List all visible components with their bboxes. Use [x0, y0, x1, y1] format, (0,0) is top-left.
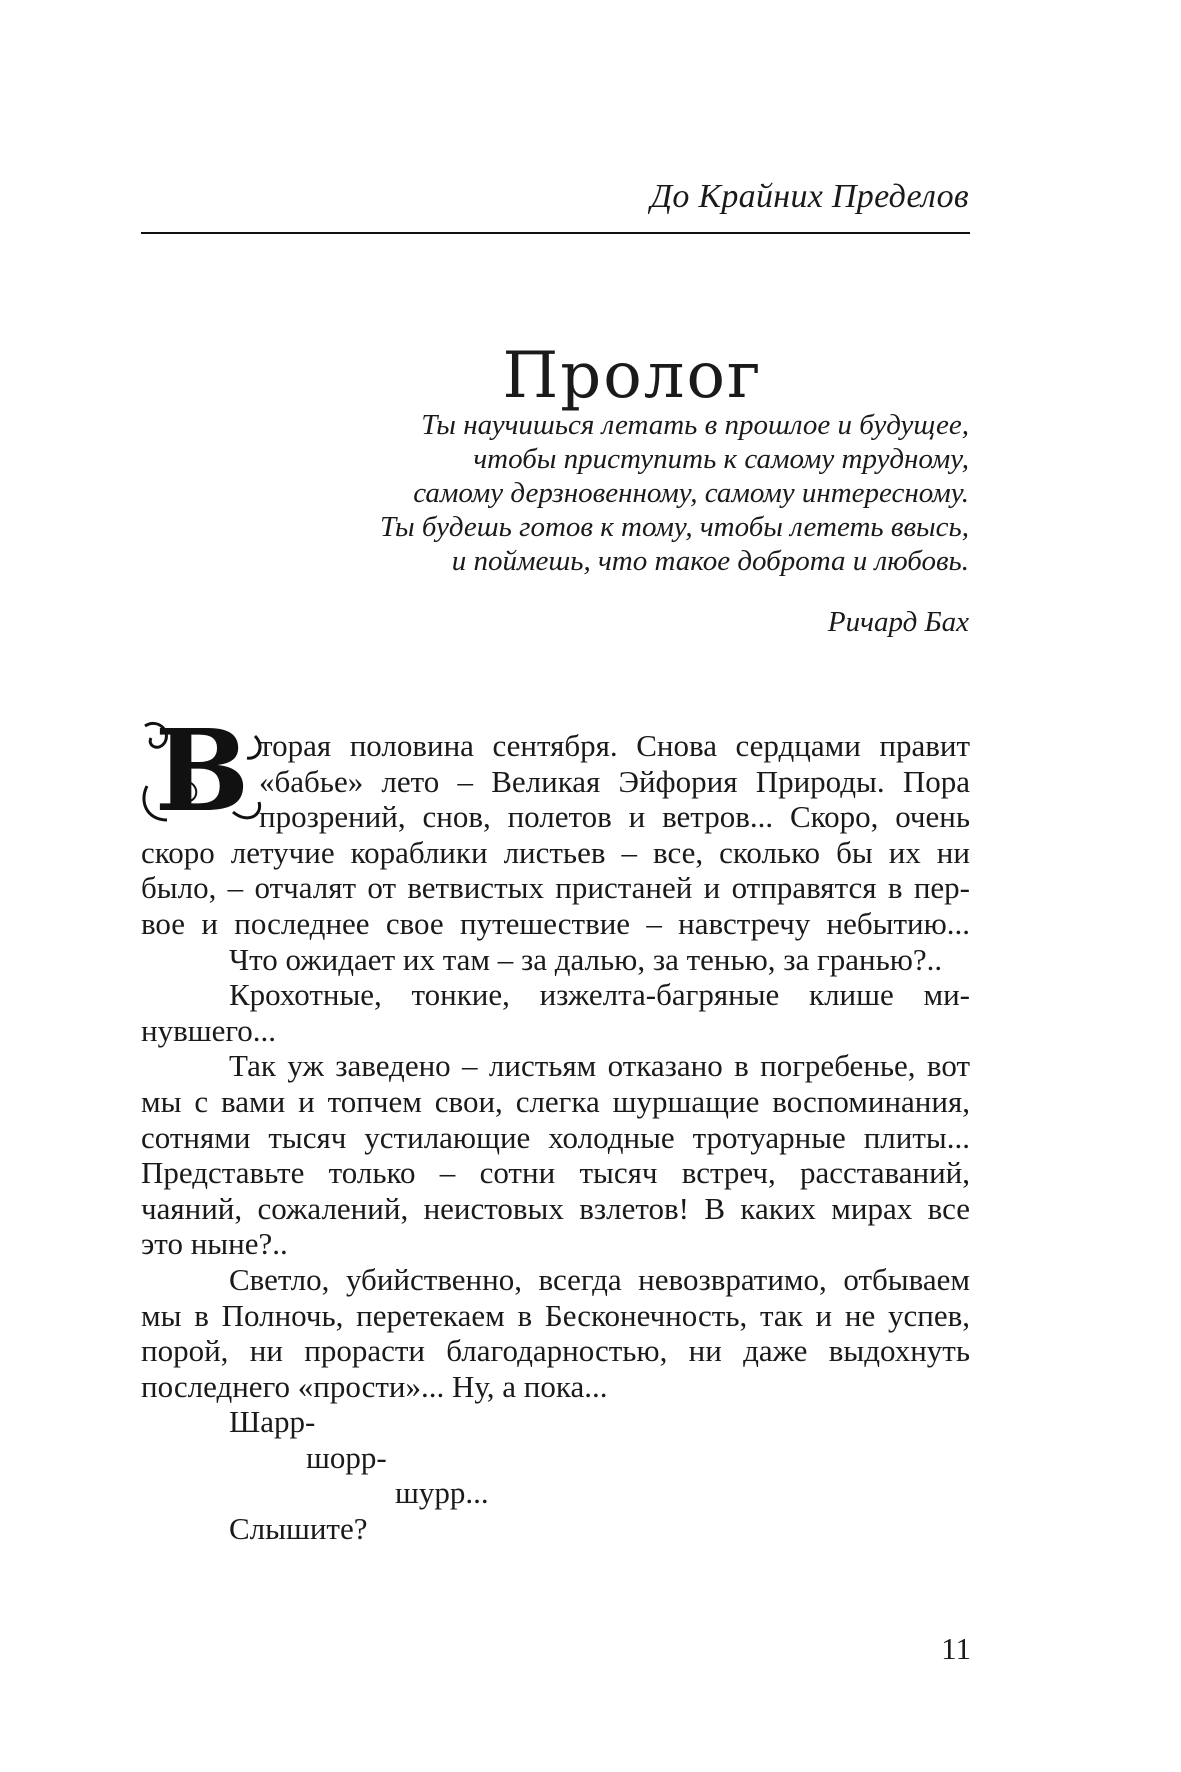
epigraph	[269, 408, 969, 578]
epigraph-line: Ты научишься летать в прошлое и будущее,	[421, 409, 969, 441]
chapter-title: Пролог	[502, 338, 763, 413]
text-line: сотнями тысяч устилающие холодные тротуарные плиты...	[141, 1119, 970, 1155]
text-line: последнего «прости»... Ну, а пока...	[141, 1368, 608, 1404]
text-line: шурр...	[395, 1475, 489, 1511]
epigraph-line: Ты будешь готов к тому, чтобы лететь ввысь,	[379, 511, 969, 543]
epigraph-author: Ричард Бах	[827, 606, 969, 638]
text-line: «бабье» лето – Великая Эйфория Природы. Пора	[259, 763, 970, 799]
text-line: было, – отчалят от ветвистых пристаней и отправятся в пер-	[141, 870, 970, 906]
text-line: нувшего...	[141, 1012, 277, 1048]
text-line: Что ожидает их там – за далью, за тенью, за гранью?..	[229, 941, 943, 977]
text-line: Представьте только – сотни тысяч встреч, расставаний,	[141, 1155, 970, 1191]
text-line: скоро летучие кораблики листьев – все, сколько бы их ни	[141, 834, 970, 870]
drop-cap-letter: В	[154, 706, 250, 837]
text-line: вое и последнее свое путешествие – навстречу небытию...	[141, 905, 970, 941]
text-line: прозрений, снов, полетов и ветров... Скоро, очень	[259, 799, 970, 835]
epigraph-line: и поймешь, что такое доброта и любовь.	[451, 545, 969, 577]
text-line: Шарр-	[229, 1404, 316, 1440]
text-line: мы в Полночь, перетекаем в Бесконечность, так и не успев,	[141, 1297, 970, 1333]
text-line: шорр-	[306, 1439, 387, 1475]
text-line: порой, ни прорасти благодарностью, ни даже выдохнуть	[141, 1333, 970, 1369]
text-line: Крохотные, тонкие, изжелта-багряные клише ми-	[229, 977, 970, 1013]
text-line: торая половина сентября. Снова сердцами правит	[259, 728, 970, 763]
running-head: До Крайних Пределов	[650, 178, 969, 215]
text-line: это ныне?..	[141, 1226, 288, 1262]
text-line: мы с вами и топчем свои, слегка шуршащие воспоминания,	[141, 1083, 970, 1119]
text-line: Светло, убийственно, всегда невозвратимо, отбываем	[229, 1261, 970, 1297]
text-line: Так уж заведено – листьям отказано в погребенье, вот	[229, 1048, 970, 1084]
epigraph-line: самому дерзновенному, самому интересному.	[413, 477, 969, 509]
page-number: 11	[941, 1631, 971, 1666]
text-line: чаяний, сожалений, неистовых взлетов! В каких мирах все	[141, 1190, 970, 1226]
header-rule	[141, 232, 970, 234]
text-line: Слышите?	[229, 1511, 368, 1547]
body-text	[141, 728, 970, 1547]
epigraph-line: чтобы приступить к самому трудному,	[473, 443, 969, 475]
